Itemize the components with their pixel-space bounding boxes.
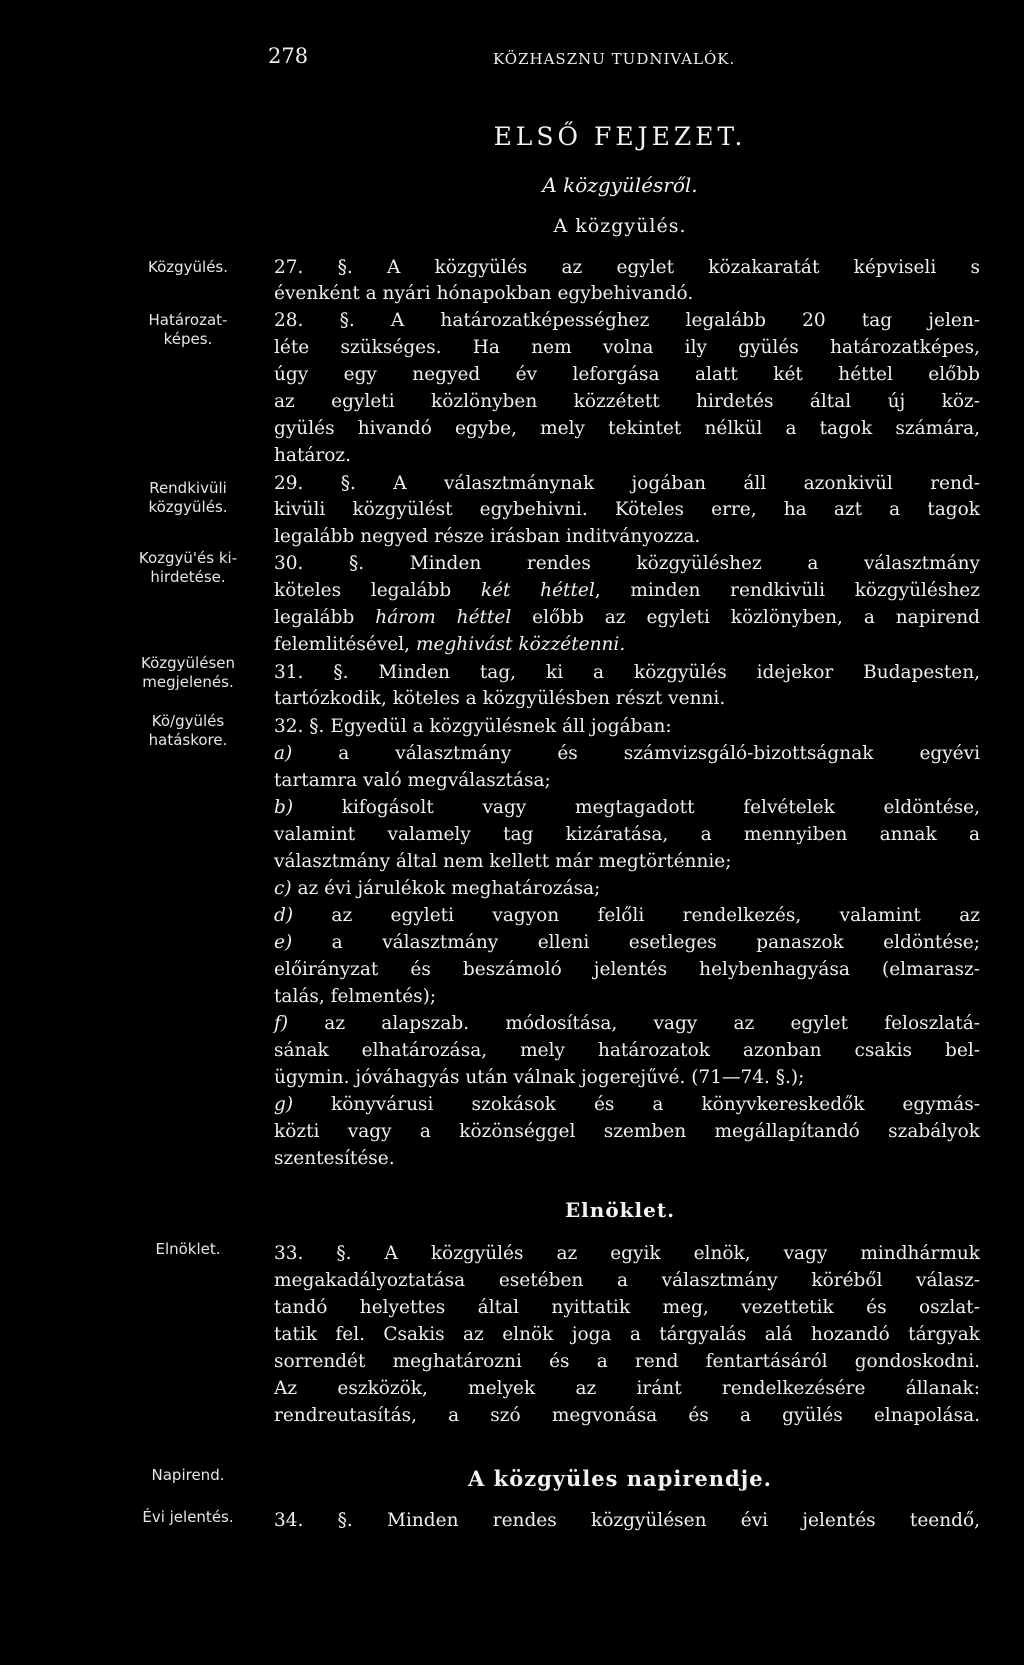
text-line: 33. §. A közgyülés az egyik elnök, vagy mindhármuk [274,1243,980,1264]
text-line [274,1094,980,1115]
text-line: gyülés hivandó egybe, mely tekintet nélkül a tagok számára, [274,418,980,439]
chapter-subtitle: A közgyülésről. [542,173,698,197]
text-line [274,797,980,818]
italic-span: három héttel [375,607,512,628]
text-span: az alapszab. módosítása, vagy az egylet feloszlatá- [288,1013,980,1034]
text-line: sának elhatározása, mely határozatok azonban csakis bel- [274,1040,980,1061]
text-span: előbb az egyleti közlönyben, a napirend [511,607,981,628]
napirend-heading: A közgyüles napirendje. [468,1466,772,1491]
text-line: előirányzat és beszámoló jelentés helybenhagyása (elmarasz- [274,959,980,980]
text-line: legalább negyed része irásban inditványozza. [274,526,701,547]
text-line [274,634,980,655]
text-span: a választmány elleni esetleges panaszok eldöntése; [292,932,980,953]
margin-note-hataskore: Kö/gyülés hatáskore. [148,712,228,749]
text-line [274,878,980,899]
chapter-title: ELSŐ FEJEZET. [493,122,747,151]
text-line: tandó helyettes által nyittatik meg, vezettetik és oszlat- [274,1297,980,1318]
page-header [0,44,1024,84]
text-span: legalább [274,607,376,628]
text-span: a választmány és számvizsgáló-bizottságnak egyévi [292,743,980,764]
text-line [274,932,980,953]
text-line: talás, felmentés); [274,986,437,1007]
margin-note-megjelenes: Közgyülésen megjelenés. [141,654,235,691]
text-line: ügymin. jóváhagyás után válnak jogerejűvé. (71—74. §.); [274,1067,805,1088]
text-line: valamint valamely tag kizáratása, a mennyiben annak a [274,824,980,845]
text-span: az évi járulékok meghatározása; [291,878,601,899]
text-line: sorrendét meghatározni és a rend fentartásáról gondoskodni. [274,1351,980,1372]
text-span: , minden rendkivüli közgyüléshez [594,580,980,601]
text-span: felemlitésével, [274,634,416,655]
text-span: köteles legalább [274,580,481,601]
running-head: KÖZHASZNU TUDNIVALÓK. [493,50,736,68]
italic-span: a) [274,743,293,764]
text-line: határoz. [274,445,352,466]
italic-span: e) [274,932,293,953]
italic-span: d) [274,905,294,926]
text-line: 27. §. A közgyülés az egylet közakaratát képviseli s [274,257,980,278]
text-span: kifogásolt vagy megtagadott felvételek eldöntése, [293,797,980,818]
text-line: az egyleti közlönyben közzétett hirdetés által új köz- [274,391,980,412]
text-line: megakadályoztatása esetében a választmány köréből válasz- [274,1270,980,1291]
text-line: 31. §. Minden tag, ki a közgyülés idejekor Budapesten, [274,662,980,683]
margin-note-elnoklet: Elnöklet. [155,1240,221,1258]
margin-note-napirend: Napirend. [151,1466,225,1484]
text-span: könyvárusi szokások és a könyvkereskedők egymás- [293,1094,980,1115]
text-line [274,607,980,628]
margin-note-evi-jelentes: Évi jelentés. [142,1508,234,1526]
italic-span: g) [274,1094,294,1115]
italic-span: két héttel [480,580,595,601]
italic-span: f) [274,1013,289,1034]
text-line: szentesítése. [274,1148,395,1169]
text-line: rendreutasítás, a szó megvonása és a gyülés elnapolása. [274,1405,980,1426]
margin-note-kozgyules: Közgyülés. [147,258,229,276]
margin-note-kihirdetese: Kozgyü'és ki-hirdetése. [138,549,238,586]
text-line: tatik fel. Csakis az elnök joga a tárgyalás alá hozandó tárgyak [274,1324,980,1345]
text-line [274,905,980,926]
text-line: évenként a nyári hónapokban egybehivandó. [274,283,694,304]
text-line [274,1013,980,1034]
italic-span: c) [274,878,292,899]
text-line: 34. §. Minden rendes közgyülésen évi jelentés teendő, [274,1510,980,1531]
text-line: léte szükséges. Ha nem volna ily gyülés határozatképes, [274,337,980,358]
text-line: választmány által nem kellett már megtörténnie; [274,851,732,872]
text-line: Az eszközök, melyek az iránt rendelkezésére állanak: [274,1378,980,1399]
text-line: 29. §. A választmánynak jogában áll azonkivül rend- [274,473,980,494]
text-line: tartózkodik, köteles a közgyülésben részt venni. [274,688,726,709]
text-line: tartamra való megválasztása; [274,770,551,791]
text-span: az egyleti vagyon felőli rendelkezés, valamint az [293,905,980,926]
page-number: 278 [268,44,309,68]
margin-note-hatarozatkepes: Határozat-képes. [148,311,228,348]
text-line [274,743,980,764]
text-line: 28. §. A határozatképességhez legalább 20 tag jelen- [274,310,980,331]
italic-span: meghivást közzétenni. [415,634,626,655]
text-line: kivüli közgyülést egybehivni. Köteles erre, ha azt a tagok [274,499,980,520]
margin-note-rendkivuli: Rendkivüli közgyülés. [148,479,228,516]
section-heading: A közgyülés. [553,215,687,237]
text-line: közti vagy a közönséggel szemben megállapítandó szabályok [274,1121,980,1142]
text-line: 30. §. Minden rendes közgyüléshez a választmány [274,553,980,574]
text-line [274,580,980,601]
italic-span: b) [274,797,294,818]
elnoklet-heading: Elnöklet. [564,1198,676,1222]
text-line: úgy egy negyed év leforgása alatt két héttel előbb [274,364,980,385]
text-line: 32. §. Egyedül a közgyülésnek áll jogában: [274,716,672,737]
